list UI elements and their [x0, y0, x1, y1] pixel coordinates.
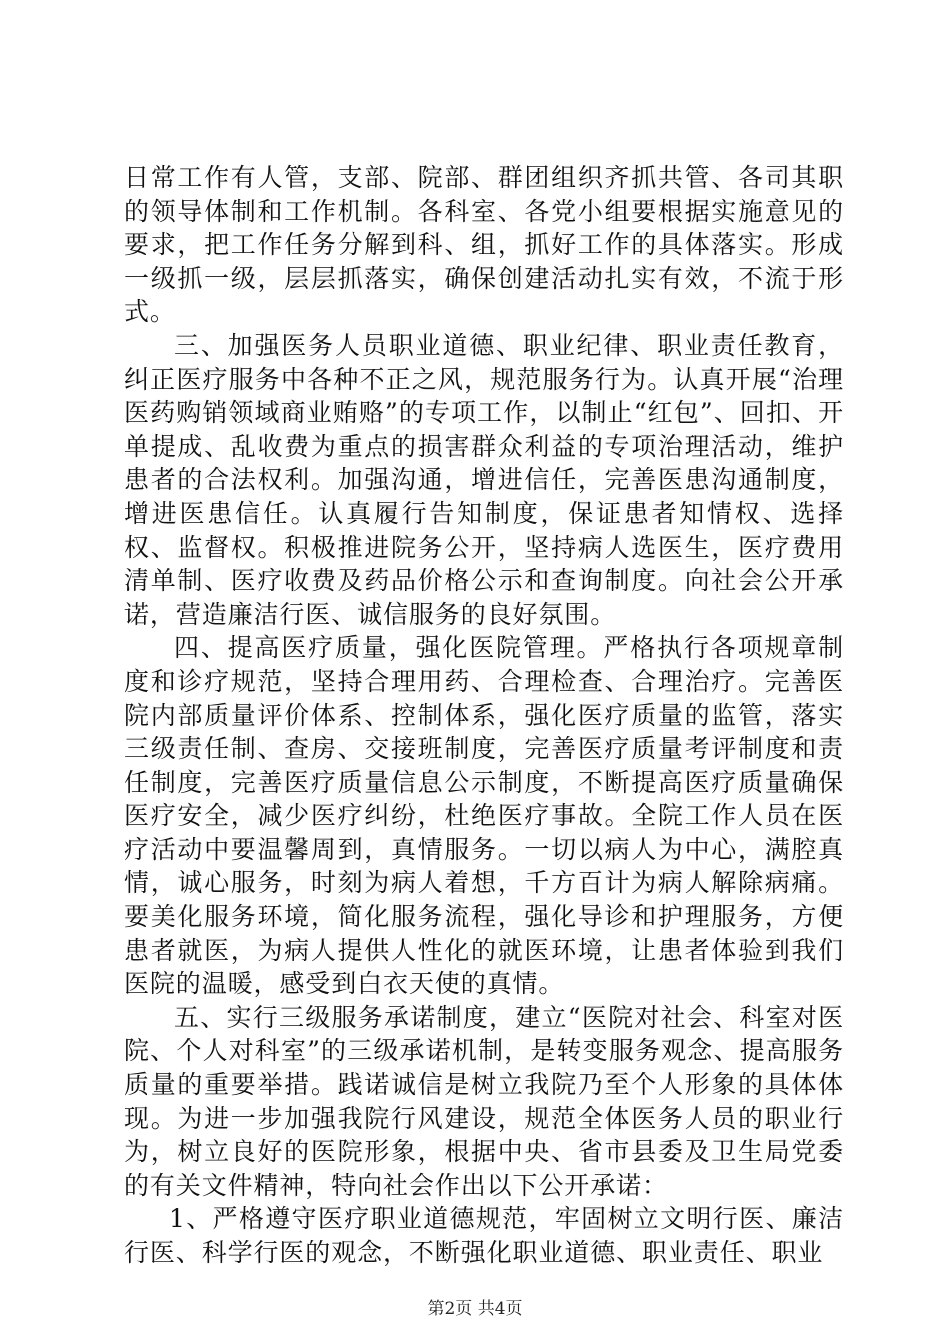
paragraph-section-five: 五、实行三级服务承诺制度，建立“医院对社会、科室对医院、个人对科室”的三级承诺机制，是转变服务观念、提高服务质量的重要举措。践诺诚信是树立我院乃至个人形象的具体体现。为进一步加强我院行风建设，规范全体医务人员的职业行为，树立良好的医院形象，根据中央、省市县委及卫生局党委的有关文件精神，特向社会作出以下公开承诺：	[124, 1002, 844, 1200]
page-number-footer: 第2页 共4页	[427, 1299, 523, 1319]
paragraph-continuation: 日常工作有人管，支部、院部、群团组织齐抓共管、各司其职的领导体制和工作机制。各科室、各党小组要根据实施意见的要求，把工作任务分解到科、组，抓好工作的具体落实。形成一级抓一级，层层抓落实，确保创建活动扎实有效，不流于形式。	[124, 163, 844, 327]
paragraph-section-four: 四、提高医疗质量，强化医院管理。严格执行各项规章制度和诊疗规范，坚持合理用药、合理检查、合理治疗。完善医院内部质量评价体系、控制体系，强化医疗质量的监管，落实三级责任制、查房、交接班制度，完善医疗质量考评制度和责任制度，完善医疗质量信息公示制度，不断提高医疗质量确保医疗安全，减少医疗纠纷，杜绝医疗事故。全院工作人员在医疗活动中要温馨周到，真情服务。一切以病人为中心，满腔真情，诚心服务，时刻为病人着想，千方百计为病人解除病痛。要美化服务环境，简化服务流程，强化导诊和护理服务，方便患者就医，为病人提供人性化的就医环境，让患者体验到我们医院的温暖，感受到白衣天使的真情。	[124, 633, 844, 999]
paragraph-item-one: 1、严格遵守医疗职业道德规范，牢固树立文明行医、廉洁行医、科学行医的观念，不断强化职业道德、职业责任、职业	[124, 1204, 844, 1267]
document-body	[124, 161, 844, 1270]
paragraph-section-three: 三、加强医务人员职业道德、职业纪律、职业责任教育，纠正医疗服务中各种不正之风，规范服务行为。认真开展“治理医药购销领域商业贿赂”的专项工作，以制止“红包”、回扣、开单提成、乱收费为重点的损害群众利益的专项治理活动，维护患者的合法权利。加强沟通，增进信任，完善医患沟通制度，增进医患信任。认真履行告知制度，保证患者知情权、选择权、监督权。积极推进院务公开，坚持病人选医生，医疗费用清单制、医疗收费及药品价格公示和查询制度。向社会公开承诺，营造廉洁行医、诚信服务的良好氛围。	[124, 330, 844, 629]
